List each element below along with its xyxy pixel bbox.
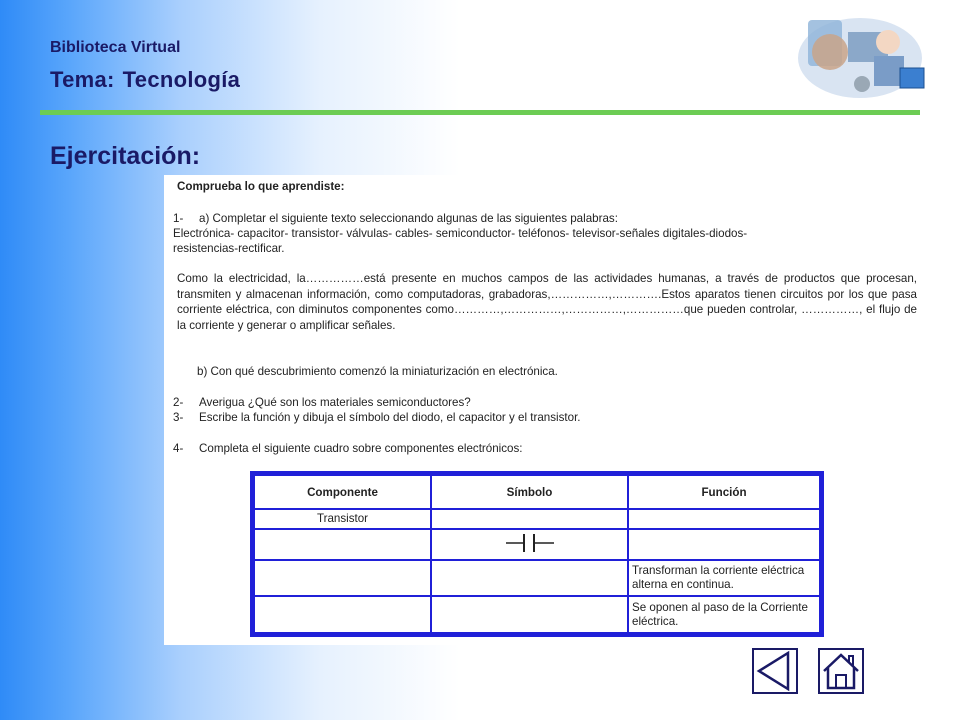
table-cell bbox=[628, 509, 820, 529]
table-cell bbox=[628, 529, 820, 560]
word-list-line2: resistencias-rectificar. bbox=[173, 242, 285, 255]
q1b-text: b) Con qué descubrimiento comenzó la miniaturización en electrónica. bbox=[197, 365, 558, 378]
table-cell: Se oponen al paso de la Corriente eléctrica. bbox=[628, 596, 820, 633]
home-button[interactable] bbox=[818, 648, 864, 694]
table-row bbox=[254, 529, 820, 560]
table-row bbox=[254, 509, 820, 529]
topic-value: Tecnología bbox=[122, 67, 241, 92]
table-cell bbox=[431, 596, 628, 633]
capacitor-symbol-icon bbox=[502, 533, 558, 553]
technology-collage-logo bbox=[790, 12, 930, 104]
gear-icon bbox=[854, 76, 870, 92]
q1-number: 1- bbox=[173, 212, 184, 225]
q4-number: 4- bbox=[173, 442, 184, 455]
table-cell bbox=[431, 509, 628, 529]
q4-text: Completa el siguiente cuadro sobre componentes electrónicos: bbox=[199, 442, 523, 455]
header-funcion: Función bbox=[628, 475, 820, 509]
brand-title: Biblioteca Virtual bbox=[50, 39, 181, 56]
table-header-row bbox=[254, 475, 820, 509]
table-row bbox=[254, 560, 820, 597]
home-icon bbox=[820, 650, 862, 692]
q1a-text: a) Completar el siguiente texto seleccionando algunas de las siguientes palabras: bbox=[199, 212, 618, 225]
word-list-line1: Electrónica- capacitor- transistor- válvulas- cables- semiconductor- teléfonos- televisor-señales digitales-diodos- bbox=[173, 227, 748, 240]
worksheet-image bbox=[164, 175, 924, 645]
q2-number: 2- bbox=[173, 396, 184, 409]
person-face bbox=[876, 30, 900, 54]
table-cell: Transistor bbox=[254, 509, 431, 529]
header-componente: Componente bbox=[254, 475, 431, 509]
header-divider bbox=[40, 110, 920, 115]
table-cell bbox=[254, 596, 431, 633]
topic-title bbox=[50, 67, 240, 93]
back-arrow-icon bbox=[754, 650, 796, 692]
table-cell bbox=[254, 529, 431, 560]
worksheet-heading: Comprueba lo que aprendiste: bbox=[177, 180, 345, 193]
topic-label: Tema: bbox=[50, 67, 115, 92]
section-title: Ejercitación: bbox=[50, 142, 201, 170]
back-button[interactable] bbox=[752, 648, 798, 694]
table-cell: Transforman la corriente eléctrica alterna en continua. bbox=[628, 560, 820, 597]
table-row bbox=[254, 596, 820, 633]
computer-icon bbox=[900, 68, 924, 88]
table-cell bbox=[254, 560, 431, 597]
header-simbolo: Símbolo bbox=[431, 475, 628, 509]
table-cell bbox=[431, 529, 628, 560]
hand-shape bbox=[812, 34, 848, 70]
q2-text: Averigua ¿Qué son los materiales semiconductores? bbox=[199, 396, 471, 409]
fill-in-paragraph: Como la electricidad, la……………está presente en muchos campos de las actividades humanas, a través de productos que procesan, transmiten y almacenan información, como computadoras, grabadoras,……………,………….Estos aparatos tienen circuitos por los que pasa corriente eléctrica, con diminutos componentes como…………,……………,……………,……………que pueden controlar, ……………, el flujo de la corriente y generar o amplificar señales. bbox=[177, 272, 917, 332]
table-cell bbox=[431, 560, 628, 597]
q3-number: 3- bbox=[173, 411, 184, 424]
components-table bbox=[250, 471, 824, 637]
q3-text: Escribe la función y dibuja el símbolo del diodo, el capacitor y el transistor. bbox=[199, 411, 581, 424]
